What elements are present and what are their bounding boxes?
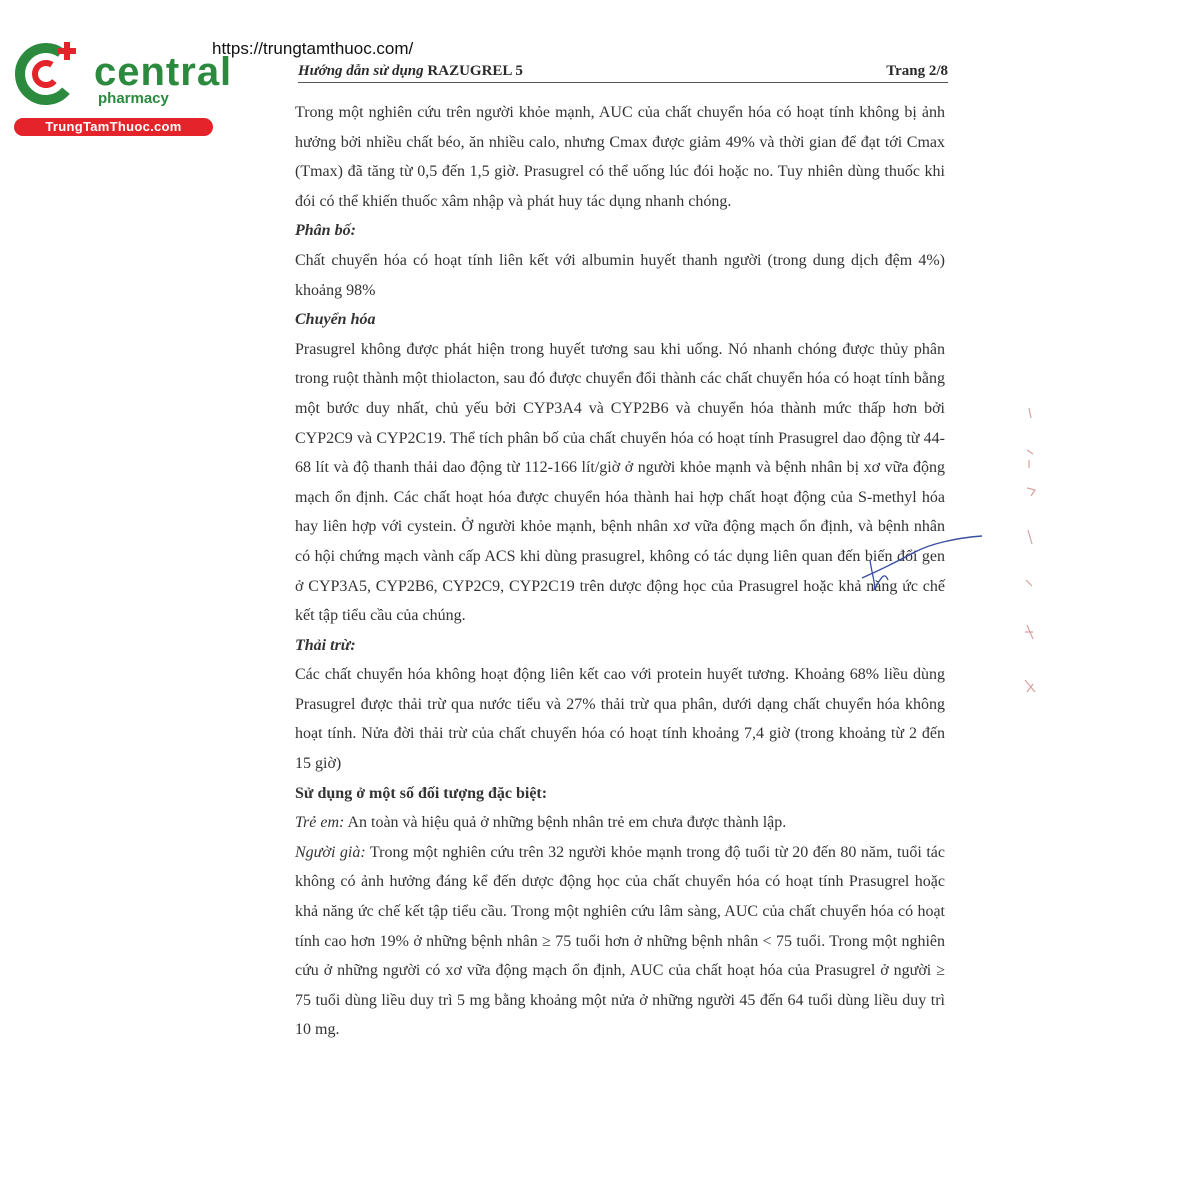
metabolism-paragraph: Prasugrel không được phát hiện trong huyết tương sau khi uống. Nó nhanh chóng được thủy phân trong ruột thành một thiolacton, sau đó được chuyển đổi thành các chất chuyển hóa có hoạt tính bằng một bước duy nhất, chủ yếu bởi CYP3A4 và CYP2B6 và chuyển hóa thành mức thấp hơn bởi CYP2C9 và CYP2C19. Thể tích phân bố của chất chuyển hóa có hoạt tính Prasugrel dao động từ 44-68 lít và độ thanh thải dao động từ 112-166 lít/giờ ở người khỏe mạnh và bệnh nhân bị xơ vữa động mạch ổn định. Các chất hoạt hóa được chuyển hóa thành hai hợp chất hoạt động của S-methyl hóa hay liên hợp với cystein. Ở người khỏe mạnh, bệnh nhân xơ vữa động mạch ổn định, và bệnh nhân có hội chứng mạch vành cấp ACS khi dùng prasugrel, không có tác dụng liên quan đến biến đổi gen ở CYP3A5, CYP2B6, CYP2C9, CYP2C19 trên dược động học của Prasugrel hoặc khả năng ức chế kết tập tiểu cầu của chúng.	[295, 340, 945, 625]
children-label: Trẻ em:	[295, 814, 345, 832]
special-populations-heading: Sử dụng ở một số đối tượng đặc biệt:	[295, 784, 548, 802]
product-name: RAZUGREL 5	[427, 63, 523, 79]
elderly-text: Trong một nghiên cứu trên 32 người khỏe mạnh trong độ tuổi từ 20 đến 80 năm, tuổi tác không có ảnh hưởng đáng kể đến dược động học của chất chuyển hóa có hoạt tính Prasugrel hoặc khả năng ức chế kết tập tiểu cầu. Trong một nghiên cứu lâm sàng, AUC của chất chuyển hóa có hoạt tính cao hơn 19% ở những bệnh nhân ≥ 75 tuổi hơn ở những bệnh nhân < 75 tuổi. Trong một nghiên cứu ở những người có xơ vữa động mạch ổn định, AUC của chất hoạt hóa của Prasugrel ở người ≥ 75 tuổi dùng liều duy trì 5 mg bằng khoảng một nửa ở những người 45 đến 64 tuổi dùng liều duy trì 10 mg.	[295, 843, 945, 1039]
margin-stamp-marks	[1015, 400, 1045, 710]
distribution-heading: Phân bố:	[295, 222, 356, 240]
page-number: Trang 2/8	[886, 63, 948, 79]
document-title	[298, 63, 523, 80]
elimination-heading: Thải trừ:	[295, 636, 356, 654]
elderly-paragraph	[295, 838, 945, 1045]
handwritten-signature	[860, 530, 990, 600]
brand-subtitle: pharmacy	[98, 90, 169, 107]
elimination-paragraph: Các chất chuyển hóa không hoạt động liên kết cao với protein huyết tương. Khoảng 68% liều dùng Prasugrel được thải trừ qua nước tiểu và 27% thải trừ qua phân, dưới dạng chất chuyển hóa không hoạt tính. Nửa đời thải trừ của chất chuyển hóa có hoạt tính khoảng 7,4 giờ (trong khoảng từ 2 đến 15 giờ)	[295, 666, 945, 773]
brand-name: central	[94, 50, 233, 94]
brand-logo	[10, 38, 233, 138]
document-body	[295, 98, 945, 1045]
elderly-label: Người già:	[295, 843, 366, 861]
document-header	[298, 60, 948, 83]
children-text: An toàn và hiệu quả ở những bệnh nhân trẻ em chưa được thành lập.	[344, 814, 787, 832]
central-pharmacy-logo-icon	[10, 38, 94, 118]
document-title-prefix: Hướng dẫn sử dụng	[298, 63, 428, 79]
intro-paragraph: Trong một nghiên cứu trên người khỏe mạnh, AUC của chất chuyển hóa có hoạt tính không bị ảnh hưởng bởi nhiều chất béo, ăn nhiều calo, nhưng Cmax được giảm 49% và thời gian để đạt tới Cmax (Tmax) đã tăng từ 0,5 đến 1,5 giờ. Prasugrel có thể uống lúc đói hoặc no. Tuy nhiên dùng thuốc khi đói có thể khiến thuốc xâm nhập và phát huy tác dụng nhanh chóng.	[295, 104, 945, 210]
metabolism-heading: Chuyển hóa	[295, 311, 376, 329]
site-url[interactable]: https://trungtamthuoc.com/	[212, 39, 414, 58]
distribution-paragraph: Chất chuyển hóa có hoạt tính liên kết với albumin huyết thanh người (trong dung dịch đệm 4%) khoảng 98%	[295, 251, 945, 299]
children-paragraph	[295, 808, 945, 838]
brand-banner: TrungTamThuoc.com	[14, 118, 213, 136]
